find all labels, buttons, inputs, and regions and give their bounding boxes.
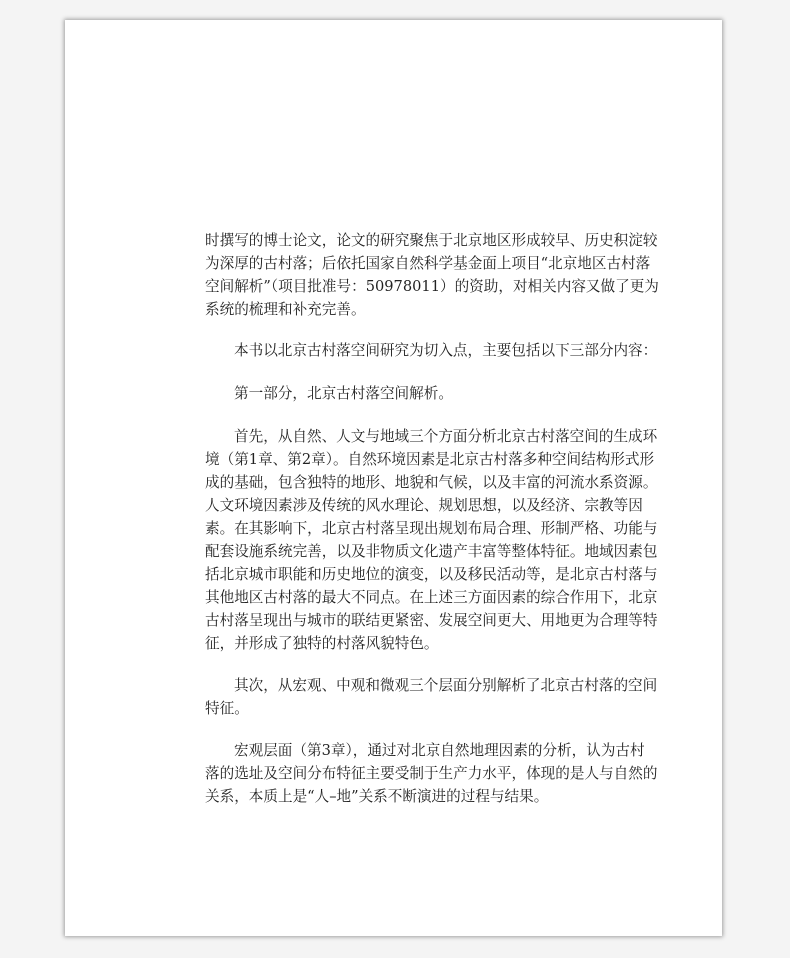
document-page (65, 20, 722, 936)
text-line: 系统的梳理和补充完善。 (205, 301, 366, 318)
paragraph-6 (205, 739, 658, 808)
text-line: 人文环境因素涉及传统的风水理论、规划思想，以及经济、宗教等因 (205, 497, 643, 514)
text-line: 素。在其影响下，北京古村落呈现出规划布局合理、形制严格、功能与 (205, 520, 658, 537)
text-line: 其次，从宏观、中观和微观三个层面分别解析了北京古村落的空间 (234, 677, 658, 694)
text-line: 时撰写的博士论文，论文的研究聚焦于北京地区形成较早、历史积淀较 (205, 232, 658, 249)
text-line: 古村落呈现出与城市的联结更紧密、发展空间更大、用地更为合理等特 (205, 612, 658, 629)
paragraph-1 (205, 229, 659, 321)
text-line: 宏观层面（第3章），通过对北京自然地理因素的分析，认为古村 (234, 742, 645, 759)
text-line: 首先，从自然、人文与地域三个方面分析北京古村落空间的生成环 (234, 428, 658, 445)
text-line: 第一部分，北京古村落空间解析。 (234, 385, 453, 402)
paragraph-3 (205, 382, 592, 405)
text-line: 关系，本质上是“人–地”关系不断演进的过程与结果。 (205, 788, 549, 805)
text-line: 特征。 (205, 700, 249, 717)
text-line: 成的基础，包含独特的地形、地貌和气候，以及丰富的河流水系资源。 (205, 474, 658, 491)
text-line: 境（第1章、第2章）。自然环境因素是北京古村落多种空间结构形式形 (205, 451, 655, 468)
text-line: 为深厚的古村落；后依托国家自然科学基金面上项目“北京地区古村落 (205, 255, 651, 272)
text-line: 落的选址及空间分布特征主要受制于生产力水平，体现的是人与自然的 (205, 765, 658, 782)
paragraph-5 (205, 674, 658, 720)
text-line: 括北京城市职能和历史地位的演变，以及移民活动等，是北京古村落与 (205, 566, 658, 583)
paragraph-4 (205, 425, 658, 655)
text-line: 配套设施系统完善，以及非物质文化遗产丰富等整体特征。地域因素包 (205, 543, 658, 560)
text-line: 征，并形成了独特的村落风貌特色。 (205, 635, 439, 652)
text-line: 空间解析”（项目批准号：50978011）的资助，对相关内容又做了更为 (205, 278, 659, 295)
text-line: 本书以北京古村落空间研究为切入点，主要包括以下三部分内容： (234, 342, 658, 359)
paragraph-2 (205, 339, 658, 362)
text-line: 其他地区古村落的最大不同点。在上述三方面因素的综合作用下，北京 (205, 589, 658, 606)
